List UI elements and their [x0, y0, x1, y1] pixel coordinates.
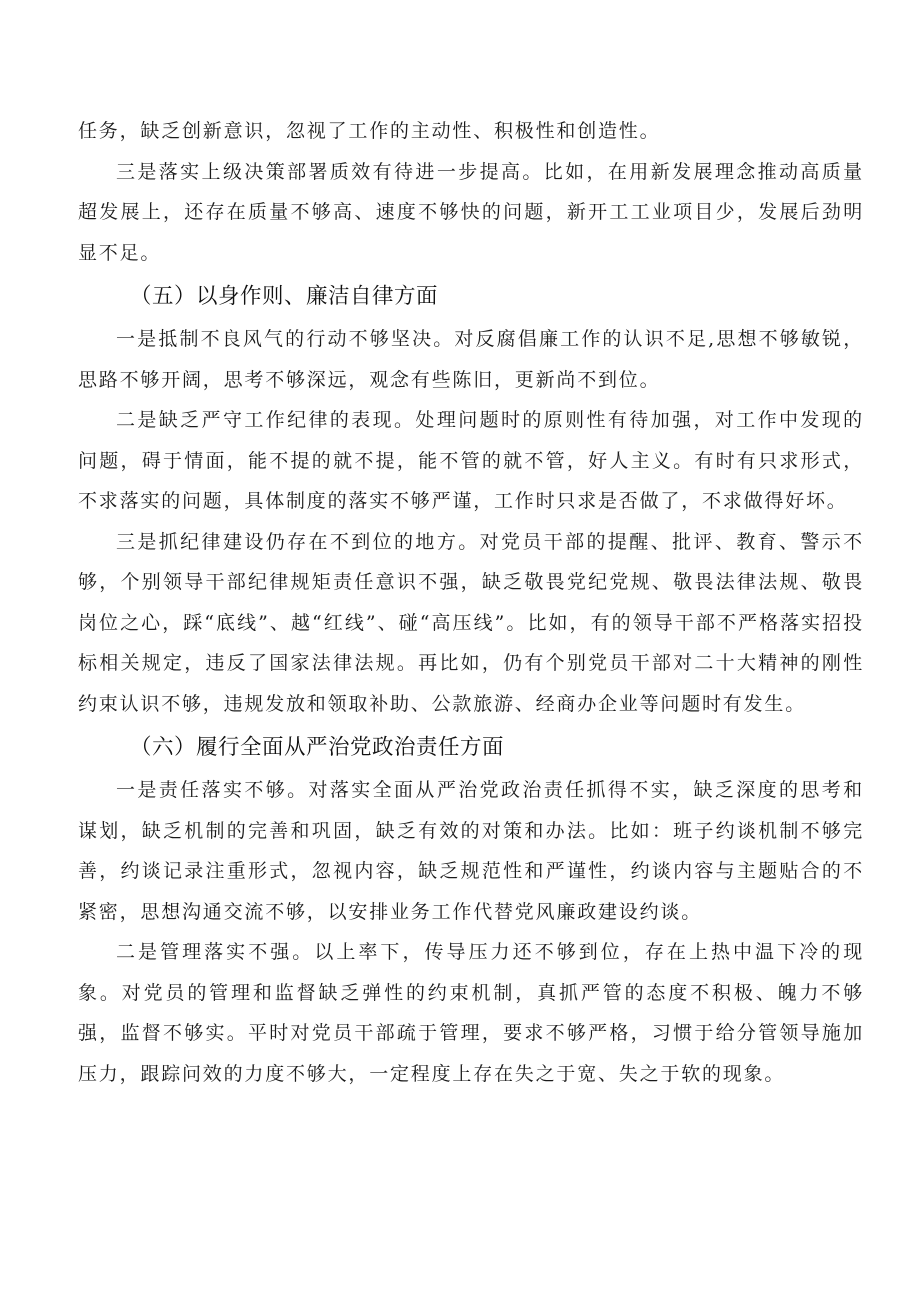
section5-paragraph-1: 一是抵制不良风气的行动不够坚决。对反腐倡廉工作的认识不足,思想不够敏锐，思路不够开阔，思考不够深远，观念有些陈旧，更新尚不到位。	[78, 328, 864, 391]
paragraph-point-three: 三是落实上级决策部署质效有待进一步提高。比如，在用新发展理念推动高质量超发展上，还存在质量不够高、速度不够快的问题，新开工工业项目少，发展后劲明显不足。	[78, 160, 864, 264]
section6-paragraph-1: 一是责任落实不够。对落实全面从严治党政治责任抓得不实，缺乏深度的思考和谋划，缺乏机制的完善和巩固，缺乏有效的对策和办法。比如：班子约谈机制不够完善，约谈记录注重形式，忽视内容，缺乏规范性和严谨性，约谈内容与主题贴合的不紧密，思想沟通交流不够，以安排业务工作代替党风廉政建设约谈。	[78, 779, 864, 923]
document-body	[78, 111, 864, 1094]
section-heading-six: （六）履行全面从严治党政治责任方面	[130, 735, 505, 760]
section5-paragraph-3: 三是抓纪律建设仍存在不到位的地方。对党员干部的提醒、批评、教育、警示不够，个别领导干部纪律规矩责任意识不强，缺乏敬畏党纪党规、敬畏法律法规、敬畏岗位之心，踩“底线”、越“红线”、碰“高压线”。比如，有的领导干部不严格落实招投标相关规定，违反了国家法律法规。再比如，仍有个别党员干部对二十大精神的刚性约束认识不够，违规发放和领取补助、公款旅游、经商办企业等问题时有发生。	[78, 530, 864, 715]
paragraph-continued: 任务，缺乏创新意识，忽视了工作的主动性、积极性和创造性。	[78, 120, 661, 142]
section6-paragraph-2: 二是管理落实不强。以上率下，传导压力还不够到位，存在上热中温下冷的现象。对党员的管理和监督缺乏弹性的约束机制，真抓严管的态度不积极、魄力不够强，监督不够实。平时对党员干部疏于管理，要求不够严格，习惯于给分管领导施加压力，跟踪问效的力度不够大，一定程度上存在失之于宽、失之于软的现象。	[78, 941, 864, 1085]
section-heading-five: （五）以身作则、廉洁自律方面	[130, 284, 439, 309]
section5-paragraph-2: 二是缺乏严守工作纪律的表现。处理问题时的原则性有待加强，对工作中发现的问题，碍于情面，能不提的就不提，能不管的就不管，好人主义。有时有只求形式，不求落实的问题，具体制度的落实不够严谨，工作时只求是否做了，不求做得好坏。	[78, 409, 864, 512]
